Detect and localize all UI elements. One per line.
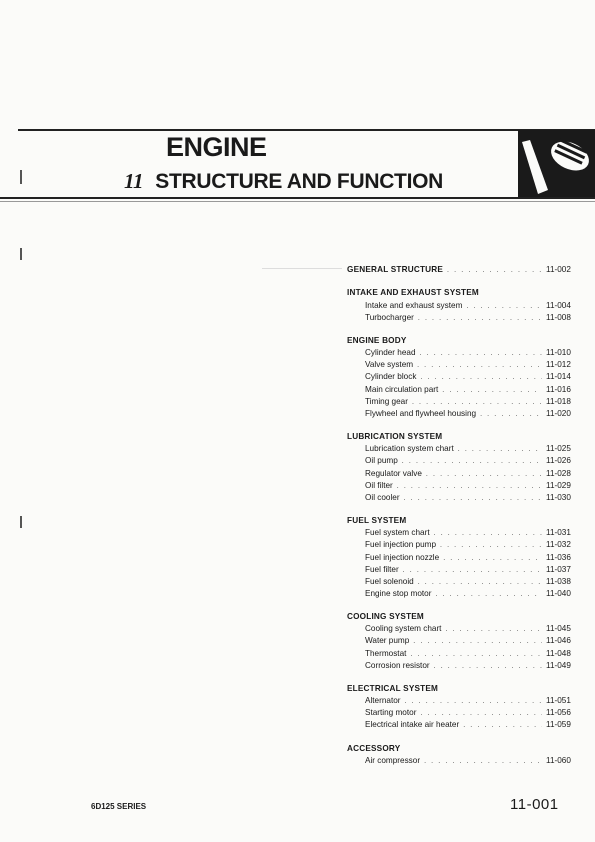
leader-dots xyxy=(418,577,542,589)
toc-entry[interactable] xyxy=(347,384,579,396)
toc-entry[interactable] xyxy=(347,623,579,635)
leader-dots xyxy=(434,528,542,540)
toc-entry-label: Cylinder head xyxy=(365,348,416,358)
toc-entry[interactable] xyxy=(347,359,579,371)
toc-section-heading: ENGINE BODY xyxy=(347,335,407,345)
toc-entry-label: Turbocharger xyxy=(365,312,414,322)
header-rule-thin xyxy=(0,201,595,202)
toc-entry-label: Oil pump xyxy=(365,456,398,466)
toc-entry-page: 11-048 xyxy=(546,648,571,658)
leader-dots xyxy=(480,409,542,421)
leader-dots xyxy=(435,589,542,601)
toc-entry[interactable] xyxy=(347,455,579,467)
toc-entry-page: 11-045 xyxy=(546,624,571,634)
leader-dots xyxy=(424,756,542,768)
toc-entry[interactable] xyxy=(347,443,579,455)
toc-entry-page: 11-025 xyxy=(546,444,571,454)
toc-section xyxy=(347,743,579,768)
table-of-contents xyxy=(347,264,579,767)
toc-entry[interactable] xyxy=(347,648,579,660)
piston-emblem-icon xyxy=(518,130,595,197)
leader-dots xyxy=(405,696,543,708)
toc-entry-label: Regulator valve xyxy=(365,468,422,478)
toc-section xyxy=(347,515,579,600)
toc-entry[interactable] xyxy=(347,539,579,551)
toc-entry-label: Fuel injection pump xyxy=(365,540,436,550)
toc-entry-page: 11-051 xyxy=(546,696,571,706)
toc-entry[interactable] xyxy=(347,707,579,719)
toc-entry-label: Fuel system chart xyxy=(365,528,430,538)
toc-entry-page: 11-049 xyxy=(546,660,571,670)
leader-dots xyxy=(418,313,542,325)
header-rule-top xyxy=(18,129,595,131)
toc-entry-label: Thermostat xyxy=(365,648,407,658)
page-title: ENGINE xyxy=(166,132,267,162)
header-rule-bottom xyxy=(0,197,595,199)
toc-entry-page: 11-038 xyxy=(546,576,571,586)
toc-section-heading: LUBRICATION SYSTEM xyxy=(347,431,443,441)
toc-entry-page: 11-018 xyxy=(546,396,571,406)
chapter-heading xyxy=(124,169,443,194)
toc-entry[interactable] xyxy=(347,468,579,480)
toc-entry[interactable] xyxy=(347,480,579,492)
toc-entry[interactable] xyxy=(347,755,579,767)
chapter-title: STRUCTURE AND FUNCTION xyxy=(155,170,444,193)
toc-entry-page: 11-010 xyxy=(546,348,571,358)
toc-entry-page: 11-029 xyxy=(546,480,571,490)
toc-entry-page: 11-028 xyxy=(546,468,571,478)
toc-entry[interactable] xyxy=(347,552,579,564)
toc-entry[interactable] xyxy=(347,719,579,731)
toc-entry-page: 11-059 xyxy=(546,720,571,730)
chapter-number: 11 xyxy=(124,169,144,193)
leader-dots xyxy=(420,348,542,360)
binding-mark xyxy=(20,248,22,260)
leader-dots xyxy=(434,661,542,673)
toc-entry-page: 11-032 xyxy=(546,540,571,550)
toc-entry[interactable] xyxy=(347,564,579,576)
toc-section xyxy=(347,611,579,672)
toc-entry[interactable] xyxy=(347,312,579,324)
toc-section-heading: FUEL SYSTEM xyxy=(347,515,407,525)
binding-mark xyxy=(20,516,22,528)
toc-entry-label: Fuel filter xyxy=(365,564,399,574)
leader-dots xyxy=(413,636,542,648)
footer-series: 6D125 SERIES xyxy=(91,802,147,811)
toc-entry-label: Cylinder block xyxy=(365,372,417,382)
toc-section-heading: INTAKE AND EXHAUST SYSTEM xyxy=(347,288,479,298)
leader-dots xyxy=(420,372,542,384)
toc-entry-label: Corrosion resistor xyxy=(365,660,430,670)
toc-entry[interactable] xyxy=(347,588,579,600)
toc-entry-page: 11-026 xyxy=(546,456,571,466)
toc-section xyxy=(347,335,579,420)
toc-section-heading: COOLING SYSTEM xyxy=(347,611,424,621)
toc-entry[interactable] xyxy=(347,396,579,408)
toc-entry-label: Oil cooler xyxy=(365,492,400,502)
leader-dots xyxy=(443,553,542,565)
toc-entry[interactable] xyxy=(347,347,579,359)
toc-section xyxy=(347,431,579,504)
toc-entry-label: Lubrication system chart xyxy=(365,444,454,454)
toc-entry[interactable] xyxy=(347,695,579,707)
footer-page-number: 11-001 xyxy=(510,796,559,813)
toc-section-heading: ACCESSORY xyxy=(347,743,401,753)
toc-entry-page: 11-040 xyxy=(546,588,571,598)
toc-entry-page: 11-002 xyxy=(546,265,571,274)
toc-entry-label: Timing gear xyxy=(365,396,408,406)
toc-entry[interactable] xyxy=(347,527,579,539)
toc-entry-label: Air compressor xyxy=(365,756,421,766)
toc-entry-label: Fuel solenoid xyxy=(365,576,414,586)
toc-entry-page: 11-060 xyxy=(546,756,571,766)
toc-entry-label: Cooling system chart xyxy=(365,624,442,634)
toc-entry-page: 11-046 xyxy=(546,636,571,646)
leader-dots xyxy=(403,565,542,577)
toc-entry-label: Engine stop motor xyxy=(365,588,432,598)
binding-mark xyxy=(20,170,22,184)
toc-entry-label: Valve system xyxy=(365,360,414,370)
leader-dots xyxy=(417,360,542,372)
toc-entry-page: 11-012 xyxy=(546,360,571,370)
toc-entry[interactable] xyxy=(347,660,579,672)
toc-entry-label: Starting motor xyxy=(365,708,417,718)
toc-entry[interactable] xyxy=(347,576,579,588)
toc-section-heading: ELECTRICAL SYSTEM xyxy=(347,683,439,693)
toc-entry-page: 11-036 xyxy=(546,552,571,562)
leader-dots xyxy=(404,493,542,505)
toc-entry-page: 11-004 xyxy=(546,300,571,310)
leader-dots xyxy=(445,624,542,636)
toc-entry-label: Flywheel and flywheel housing xyxy=(365,408,477,418)
toc-top-rule xyxy=(262,268,342,269)
toc-entry[interactable] xyxy=(347,300,579,312)
leader-dots xyxy=(458,444,542,456)
toc-entry-page: 11-031 xyxy=(546,528,571,538)
toc-entry-label: Electrical intake air heater xyxy=(365,720,460,730)
toc-entry-label: Water pump xyxy=(365,636,410,646)
leader-dots xyxy=(447,265,542,277)
leader-dots xyxy=(402,456,542,468)
toc-entry[interactable] xyxy=(347,408,579,420)
leader-dots xyxy=(426,469,542,481)
toc-entry[interactable] xyxy=(347,492,579,504)
toc-entry[interactable] xyxy=(347,635,579,647)
toc-entry-label: Alternator xyxy=(365,696,401,706)
toc-entry[interactable] xyxy=(347,371,579,383)
toc-section xyxy=(347,683,579,732)
toc-entry-page: 11-014 xyxy=(546,372,571,382)
toc-entry-label: Fuel injection nozzle xyxy=(365,552,440,562)
leader-dots xyxy=(442,385,542,397)
toc-entry-page: 11-030 xyxy=(546,492,571,502)
toc-entry-label: Oil filter xyxy=(365,480,393,490)
toc-entry[interactable] xyxy=(347,264,579,276)
leader-dots xyxy=(466,301,542,313)
toc-entry-page: 11-016 xyxy=(546,384,571,394)
leader-dots xyxy=(410,649,542,661)
toc-section xyxy=(347,287,579,324)
toc-entry-page: 11-056 xyxy=(546,708,571,718)
toc-entry-page: 11-020 xyxy=(546,408,571,418)
toc-entry-label: Main circulation part xyxy=(365,384,439,394)
toc-entry-page: 11-008 xyxy=(546,312,571,322)
leader-dots xyxy=(463,720,542,732)
leader-dots xyxy=(440,540,542,552)
toc-entry-page: 11-037 xyxy=(546,564,571,574)
toc-entry-label: GENERAL STRUCTURE xyxy=(347,265,444,274)
leader-dots xyxy=(397,481,542,493)
toc-entry-label: Intake and exhaust system xyxy=(365,300,463,310)
